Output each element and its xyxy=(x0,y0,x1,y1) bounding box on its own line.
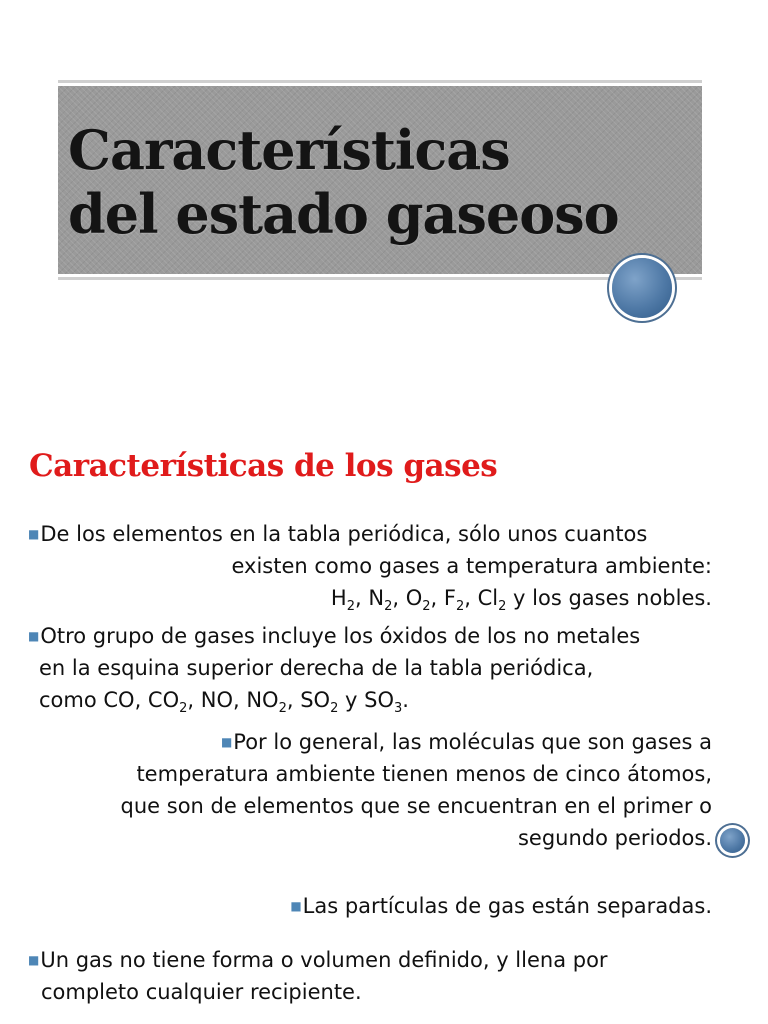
bullet-paragraph-1 xyxy=(28,518,712,614)
bullet-icon: ■ xyxy=(28,527,40,541)
bullet-3-line-3: que son de elementos que se encuentran en el primer o xyxy=(120,794,712,818)
section-heading: Características de los gases xyxy=(29,448,498,484)
bullet-icon: ■ xyxy=(28,629,40,643)
bullet-2-formulas: como CO, $CO_2$, NO, $NO_2$, $SO_2$ y $SO_3$. xyxy=(39,688,409,716)
bullet-icon: ■ xyxy=(220,735,233,749)
bullet-icon: ■ xyxy=(290,899,302,913)
bullet-icon: ■ xyxy=(28,953,40,967)
title-top-rule xyxy=(58,80,702,83)
bullet-paragraph-5 xyxy=(28,944,712,1008)
bullet-1-line-1: ■De los elementos en la tabla periódica, sólo unos cuantos xyxy=(28,522,648,546)
slide-title xyxy=(68,118,619,246)
bullet-1-line-2: existen como gases a temperatura ambiente: xyxy=(231,554,712,578)
decorative-orb-icon xyxy=(612,258,672,318)
bullet-paragraph-4 xyxy=(28,890,712,922)
bullet-2-line-1: ■Otro grupo de gases incluye los óxidos de los no metales xyxy=(28,624,641,648)
bullet-5-line-2: completo cualquier recipiente. xyxy=(41,980,362,1004)
bullet-2-line-2: en la esquina superior derecha de la tabla periódica, xyxy=(39,656,594,680)
bullet-paragraph-3 xyxy=(28,726,712,854)
bullet-5-line-1: ■Un gas no tiene forma o volumen definido, y llena por xyxy=(28,948,608,972)
title-bottom-rule xyxy=(58,277,702,280)
decorative-orb-small-icon xyxy=(720,828,745,853)
slide-title-line-1: Características xyxy=(68,118,510,182)
bullet-3-line-4: segundo periodos. xyxy=(517,826,712,850)
bullet-3-line-2: temperatura ambiente tienen menos de cinco átomos, xyxy=(136,762,712,786)
slide-title-line-2: del estado gaseoso xyxy=(68,182,619,246)
bullet-paragraph-2 xyxy=(28,620,712,716)
bullet-3-line-1: ■Por lo general, las moléculas que son gases a xyxy=(220,730,712,754)
bullet-1-formulas: $H_2$, $N_2$, $O_2$, $F_2$, $Cl_2$ y los gases nobles. xyxy=(330,586,712,614)
bullet-4-line-1: ■Las partículas de gas están separadas. xyxy=(290,894,712,918)
